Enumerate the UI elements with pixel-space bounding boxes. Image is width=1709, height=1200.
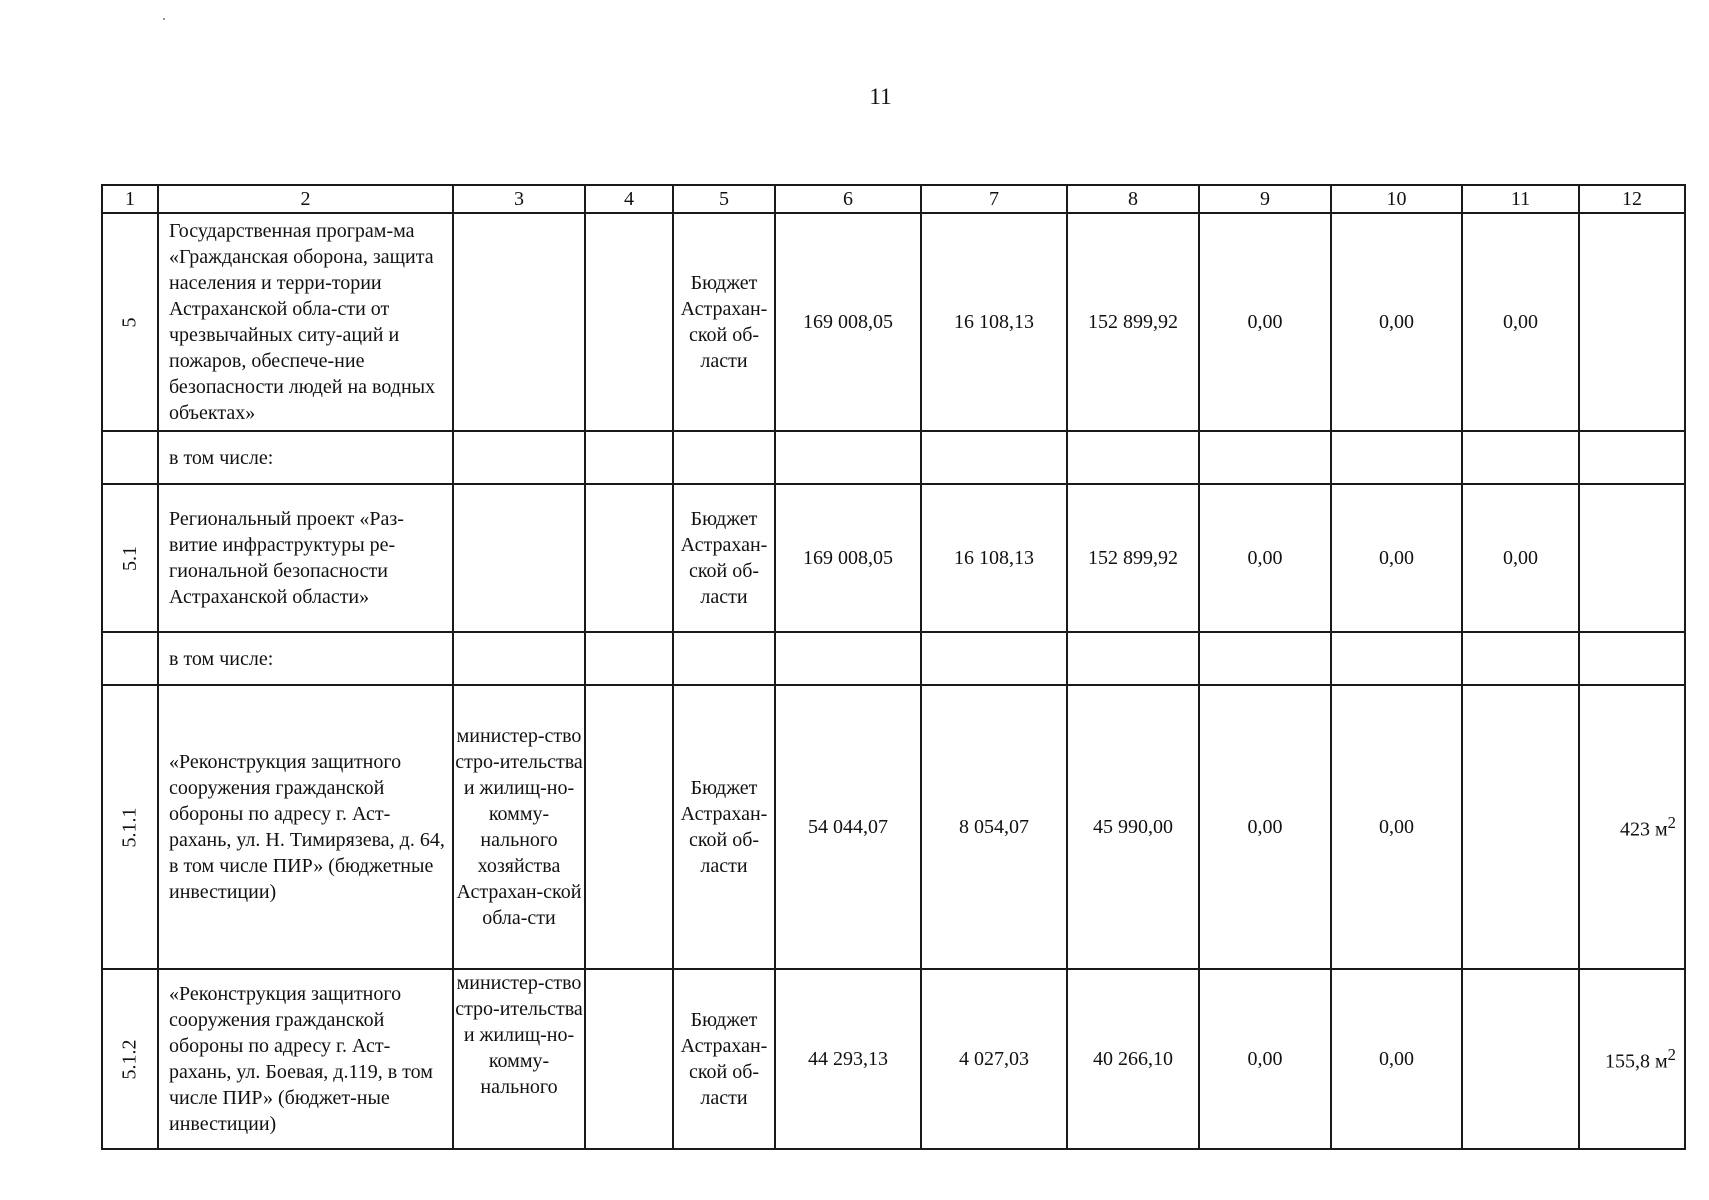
value-col9: 0,00	[1199, 685, 1331, 969]
value-col8: 152 899,92	[1067, 213, 1199, 431]
empty-cell	[1199, 632, 1331, 685]
result-unit-power: 2	[1667, 812, 1676, 832]
funding-source: Бюджет Астрахан-ской об-ласти	[673, 213, 775, 431]
value-col6: 169 008,05	[775, 484, 921, 632]
empty-cell	[1067, 431, 1199, 484]
empty-cell	[453, 632, 585, 685]
value-col11	[1462, 969, 1579, 1149]
result-cell	[1579, 213, 1685, 431]
program-name: Государственная програм-ма «Гражданская оборона, защита населения и терри-тории Астраханской обла-сти от чрезвычайных ситу-аций и пожаров, обеспече-ние безопасности людей на водных объектах»	[158, 213, 453, 431]
column-header: 8	[1067, 185, 1199, 213]
value-col7: 16 108,13	[921, 213, 1067, 431]
value-col7: 16 108,13	[921, 484, 1067, 632]
page-number: 11	[869, 84, 892, 109]
value-col7: 4 027,03	[921, 969, 1067, 1149]
executor-cell	[453, 969, 585, 1149]
value-col7: 8 054,07	[921, 685, 1067, 969]
value-col9: 0,00	[1199, 484, 1331, 632]
value-col6: 169 008,05	[775, 213, 921, 431]
result-cell	[1579, 484, 1685, 632]
column-header: 4	[585, 185, 673, 213]
column-header: 12	[1579, 185, 1685, 213]
row-number: 5.1.2	[102, 969, 158, 1149]
object-name: «Реконструкция защитного сооружения гражданской обороны по адресу г. Аст-рахань, ул. Н. Тимирязева, д. 64, в том числе ПИР» (бюджетные инвестиции)	[158, 685, 453, 969]
project-name: Региональный проект «Раз-витие инфраструктуры ре-гиональной безопасности Астраханской области»	[158, 484, 453, 632]
executor-cell	[453, 484, 585, 632]
value-col10: 0,00	[1331, 484, 1462, 632]
executor-text: министер-ство стро-ительства и жилищ-но-комму-нального	[455, 972, 583, 1098]
value-col9: 0,00	[1199, 213, 1331, 431]
table-row	[102, 484, 1685, 632]
row-number: 5	[102, 213, 158, 431]
funding-source: Бюджет Астрахан-ской об-ласти	[673, 484, 775, 632]
col4-cell	[585, 685, 673, 969]
value-col6: 44 293,13	[775, 969, 921, 1149]
funding-source: Бюджет Астрахан-ской об-ласти	[673, 969, 775, 1149]
object-name: «Реконструкция защитного сооружения гражданской обороны по адресу г. Аст-рахань, ул. Боевая, д.119, в том числе ПИР» (бюджет-ные инвестиции)	[158, 969, 453, 1149]
empty-cell	[1331, 632, 1462, 685]
empty-cell	[673, 431, 775, 484]
column-number-row	[102, 185, 1685, 213]
executor-cell: министер-ство стро-ительства и жилищ-но-комму-нального хозяйства Астрахан-ской обла-сти	[453, 685, 585, 969]
budget-table	[101, 184, 1686, 1150]
value-col10: 0,00	[1331, 213, 1462, 431]
col4-cell	[585, 213, 673, 431]
empty-cell	[673, 632, 775, 685]
result-value: 155,8 м	[1605, 1050, 1668, 1073]
empty-cell	[585, 431, 673, 484]
empty-cell	[775, 431, 921, 484]
column-header: 6	[775, 185, 921, 213]
empty-cell	[1331, 431, 1462, 484]
row-number	[102, 632, 158, 685]
value-col9: 0,00	[1199, 969, 1331, 1149]
funding-source: Бюджет Астрахан-ской об-ласти	[673, 685, 775, 969]
executor-cell	[453, 213, 585, 431]
column-header: 9	[1199, 185, 1331, 213]
table-row	[102, 632, 1685, 685]
including-label: в том числе:	[158, 431, 453, 484]
empty-cell	[585, 632, 673, 685]
column-header: 10	[1331, 185, 1462, 213]
row-number: 5.1.1	[102, 685, 158, 969]
result-unit-power: 2	[1667, 1044, 1676, 1064]
value-col10: 0,00	[1331, 969, 1462, 1149]
column-header: 3	[453, 185, 585, 213]
row-number	[102, 431, 158, 484]
column-header: 2	[158, 185, 453, 213]
table-row	[102, 213, 1685, 431]
empty-cell	[453, 431, 585, 484]
result-value: 423 м	[1620, 818, 1668, 841]
value-col8: 40 266,10	[1067, 969, 1199, 1149]
table-row	[102, 969, 1685, 1149]
column-header: 11	[1462, 185, 1579, 213]
result-cell	[1579, 969, 1685, 1149]
value-col6: 54 044,07	[775, 685, 921, 969]
column-header: 1	[102, 185, 158, 213]
col4-cell	[585, 484, 673, 632]
empty-cell	[1067, 632, 1199, 685]
result-cell	[1579, 685, 1685, 969]
column-header: 5	[673, 185, 775, 213]
value-col11: 0,00	[1462, 213, 1579, 431]
empty-cell	[1199, 431, 1331, 484]
empty-cell	[921, 431, 1067, 484]
value-col11: 0,00	[1462, 484, 1579, 632]
empty-cell	[921, 632, 1067, 685]
empty-cell	[1579, 431, 1685, 484]
value-col8: 45 990,00	[1067, 685, 1199, 969]
empty-cell	[1579, 632, 1685, 685]
table-row	[102, 431, 1685, 484]
col4-cell	[585, 969, 673, 1149]
value-col11	[1462, 685, 1579, 969]
scan-speck	[163, 18, 165, 20]
table-row	[102, 685, 1685, 969]
empty-cell	[775, 632, 921, 685]
column-header: 7	[921, 185, 1067, 213]
empty-cell	[1462, 431, 1579, 484]
row-number: 5.1	[102, 484, 158, 632]
including-label: в том числе:	[158, 632, 453, 685]
value-col8: 152 899,92	[1067, 484, 1199, 632]
empty-cell	[1462, 632, 1579, 685]
value-col10: 0,00	[1331, 685, 1462, 969]
